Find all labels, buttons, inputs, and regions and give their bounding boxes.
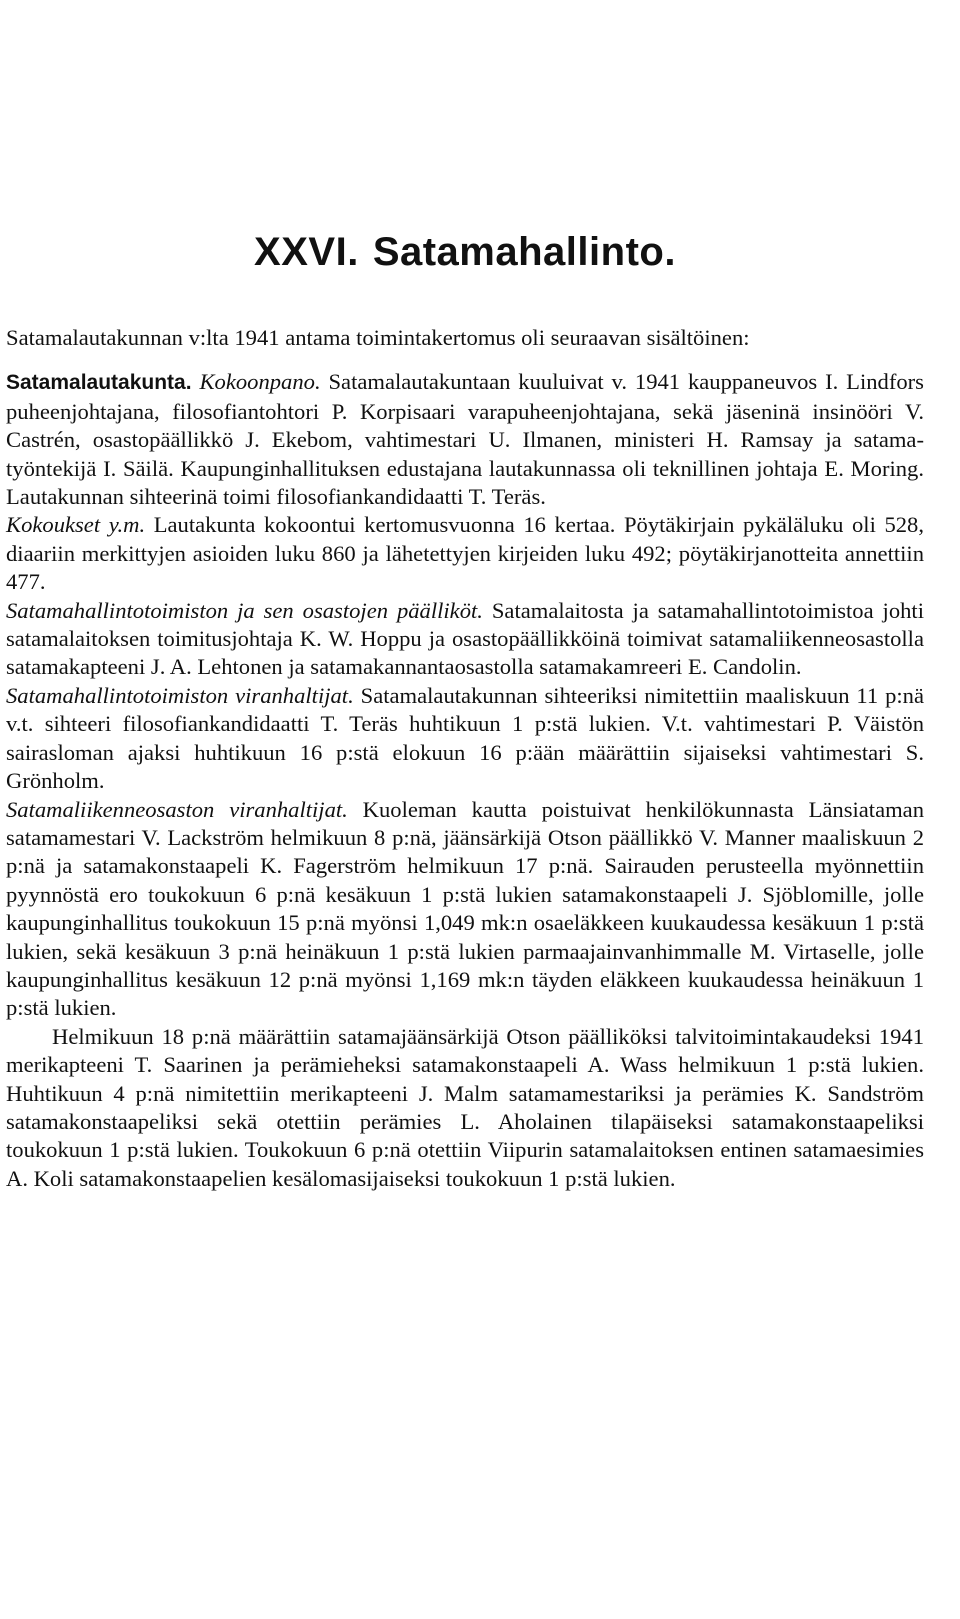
intro-paragraph: Satamalautakunnan v:lta 1941 antama toimintakertomus oli seuraavan sisältöinen:: [6, 325, 750, 350]
paragraph-text: Satamalautakunnan sihteeriksi nimitettiin maaliskuun 11 p:nä v.t. sihteeri filosofiankandidaatti T. Teräs huhtikuun 1 p:stä lukien. V.t. vahtimestari P. Väistön sairasloman ajaksi huhtikuun 16 p:stä elokuun 16 p:ään määrättiin sijaiseksi vahtimestari S. Grönholm.: [6, 682, 924, 794]
subheading-toimiston-viranhaltijat: Satamahallintotoimiston viranhaltijat.: [6, 682, 354, 708]
paragraph-text: Satamalautakuntaan kuuluivat v. 1941 kauppaneuvos I. Lindfors puheenjohtajana, filosofiantohtori P. Korpisaari varapuheenjohtajana, sekä jäseninä insinööri V. Castrén, osastopäällikkö J. Ekebom, vahtimestari U. Ilmanen, ministeri H. Ramsay ja satamatyöntekijä I. Säilä. Kaupunginhallituksen edustajana lautakunnassa oli teknillinen johtaja E. Moring. Lautakunnan sihteerinä toimi filosofiankandidaatti T. Teräs.: [6, 369, 924, 510]
section-lead: Satamalautakunta.: [6, 371, 192, 395]
chapter-title: Satamahallinto.: [372, 230, 676, 274]
paragraph-text: Kuoleman kautta poistuivat henkilökunnasta Länsiataman satamamestari V. Lackström helmikuun 8 p:nä, jäänsärkijä Otson päällikkö V. Manner maaliskuun 2 p:nä ja satamakonstaapeli K. Fagerström helmikuun 17 p:nä. Sairauden perusteella myönnettiin pyynnöstä ero toukokuun 6 p:nä kesäkuun 1 p:stä lukien satamakonstaapeli J. Sjöblomille, jolle kaupunginhallitus toukokuun 15 p:nä myönsi 1,049 mk:n osaeläkkeen kuukaudessa kesäkuun 1 p:stä lukien, sekä kesäkuun 3 p:nä heinäkuun 1 p:stä lukien parmaajainvanhimmalle M. Virtaselle, jolle kaupunginhallitus kesäkuun 12 p:nä myönsi 1,169 mk:n täyden eläkkeen kuukaudessa heinäkuun 1 p:stä lukien.: [6, 796, 925, 1021]
document-page: [6, 228, 924, 1193]
paragraph-text: Satamalaitosta ja satamahallintotoimistoa johti satamalaitoksen toimitusjohtaja K. W. Hoppu ja osastopäällikköinä toimivat satamaliikenneosastolla satamakapteeni J. A. Lehtonen ja satamakannantaosastolla satamakamreeri E. Candolin.: [6, 597, 924, 680]
paragraph-liikenneosaston-viranhaltijat: [6, 796, 924, 1023]
paragraph-kokoukset: [6, 511, 924, 596]
page-title: [6, 228, 924, 276]
paragraph-helmikuu: Helmikuun 18 p:nä määrättiin satamajäänsärkijä Otson päälliköksi talvitoimintakaudeksi 1941 merikapteeni T. Saarinen ja perämieheksi satamakonstaapeli A. Wass helmikuun 1 p:stä lukien. Huhtikuun 4 p:nä nimitettiin merikapteeni J. Malm satamamestariksi ja perämies K. Sandström satamakonstaapeliksi sekä otettiin perämies L. Aholainen tilapäiseksi satamakonstaapeliksi toukokuun 1 p:stä lukien. Toukokuun 6 p:nä otettiin Viipurin satamalaitoksen entinen satamaesimies A. Koli satamakonstaapelien kesälomasijaiseksi toukokuun 1 p:stä lukien.: [6, 1023, 924, 1191]
paragraph-paallikot: [6, 597, 924, 682]
paragraph-toimiston-viranhaltijat: [6, 682, 924, 796]
paragraph-kokoonpano: [6, 368, 924, 511]
chapter-number: XXVI.: [254, 230, 359, 274]
subheading-paallikot: Satamahallintotoimiston ja sen osastojen päälliköt.: [6, 597, 483, 623]
paragraph-text: Lautakunta kokoontui kertomusvuonna 16 kertaa. Pöytäkirjain pykäläluku oli 528, diaariin merkittyjen asioiden luku 860 ja lähetettyjen kirjeiden luku 492; pöytäkirjanotteita annettiin 477.: [6, 512, 924, 595]
subheading-kokoonpano: Kokoonpano.: [199, 369, 321, 395]
subheading-liikenneosaston-viranhaltijat: Satamaliikenneosaston viranhaltijat.: [6, 796, 348, 822]
subheading-kokoukset: Kokoukset y.m.: [6, 512, 146, 538]
